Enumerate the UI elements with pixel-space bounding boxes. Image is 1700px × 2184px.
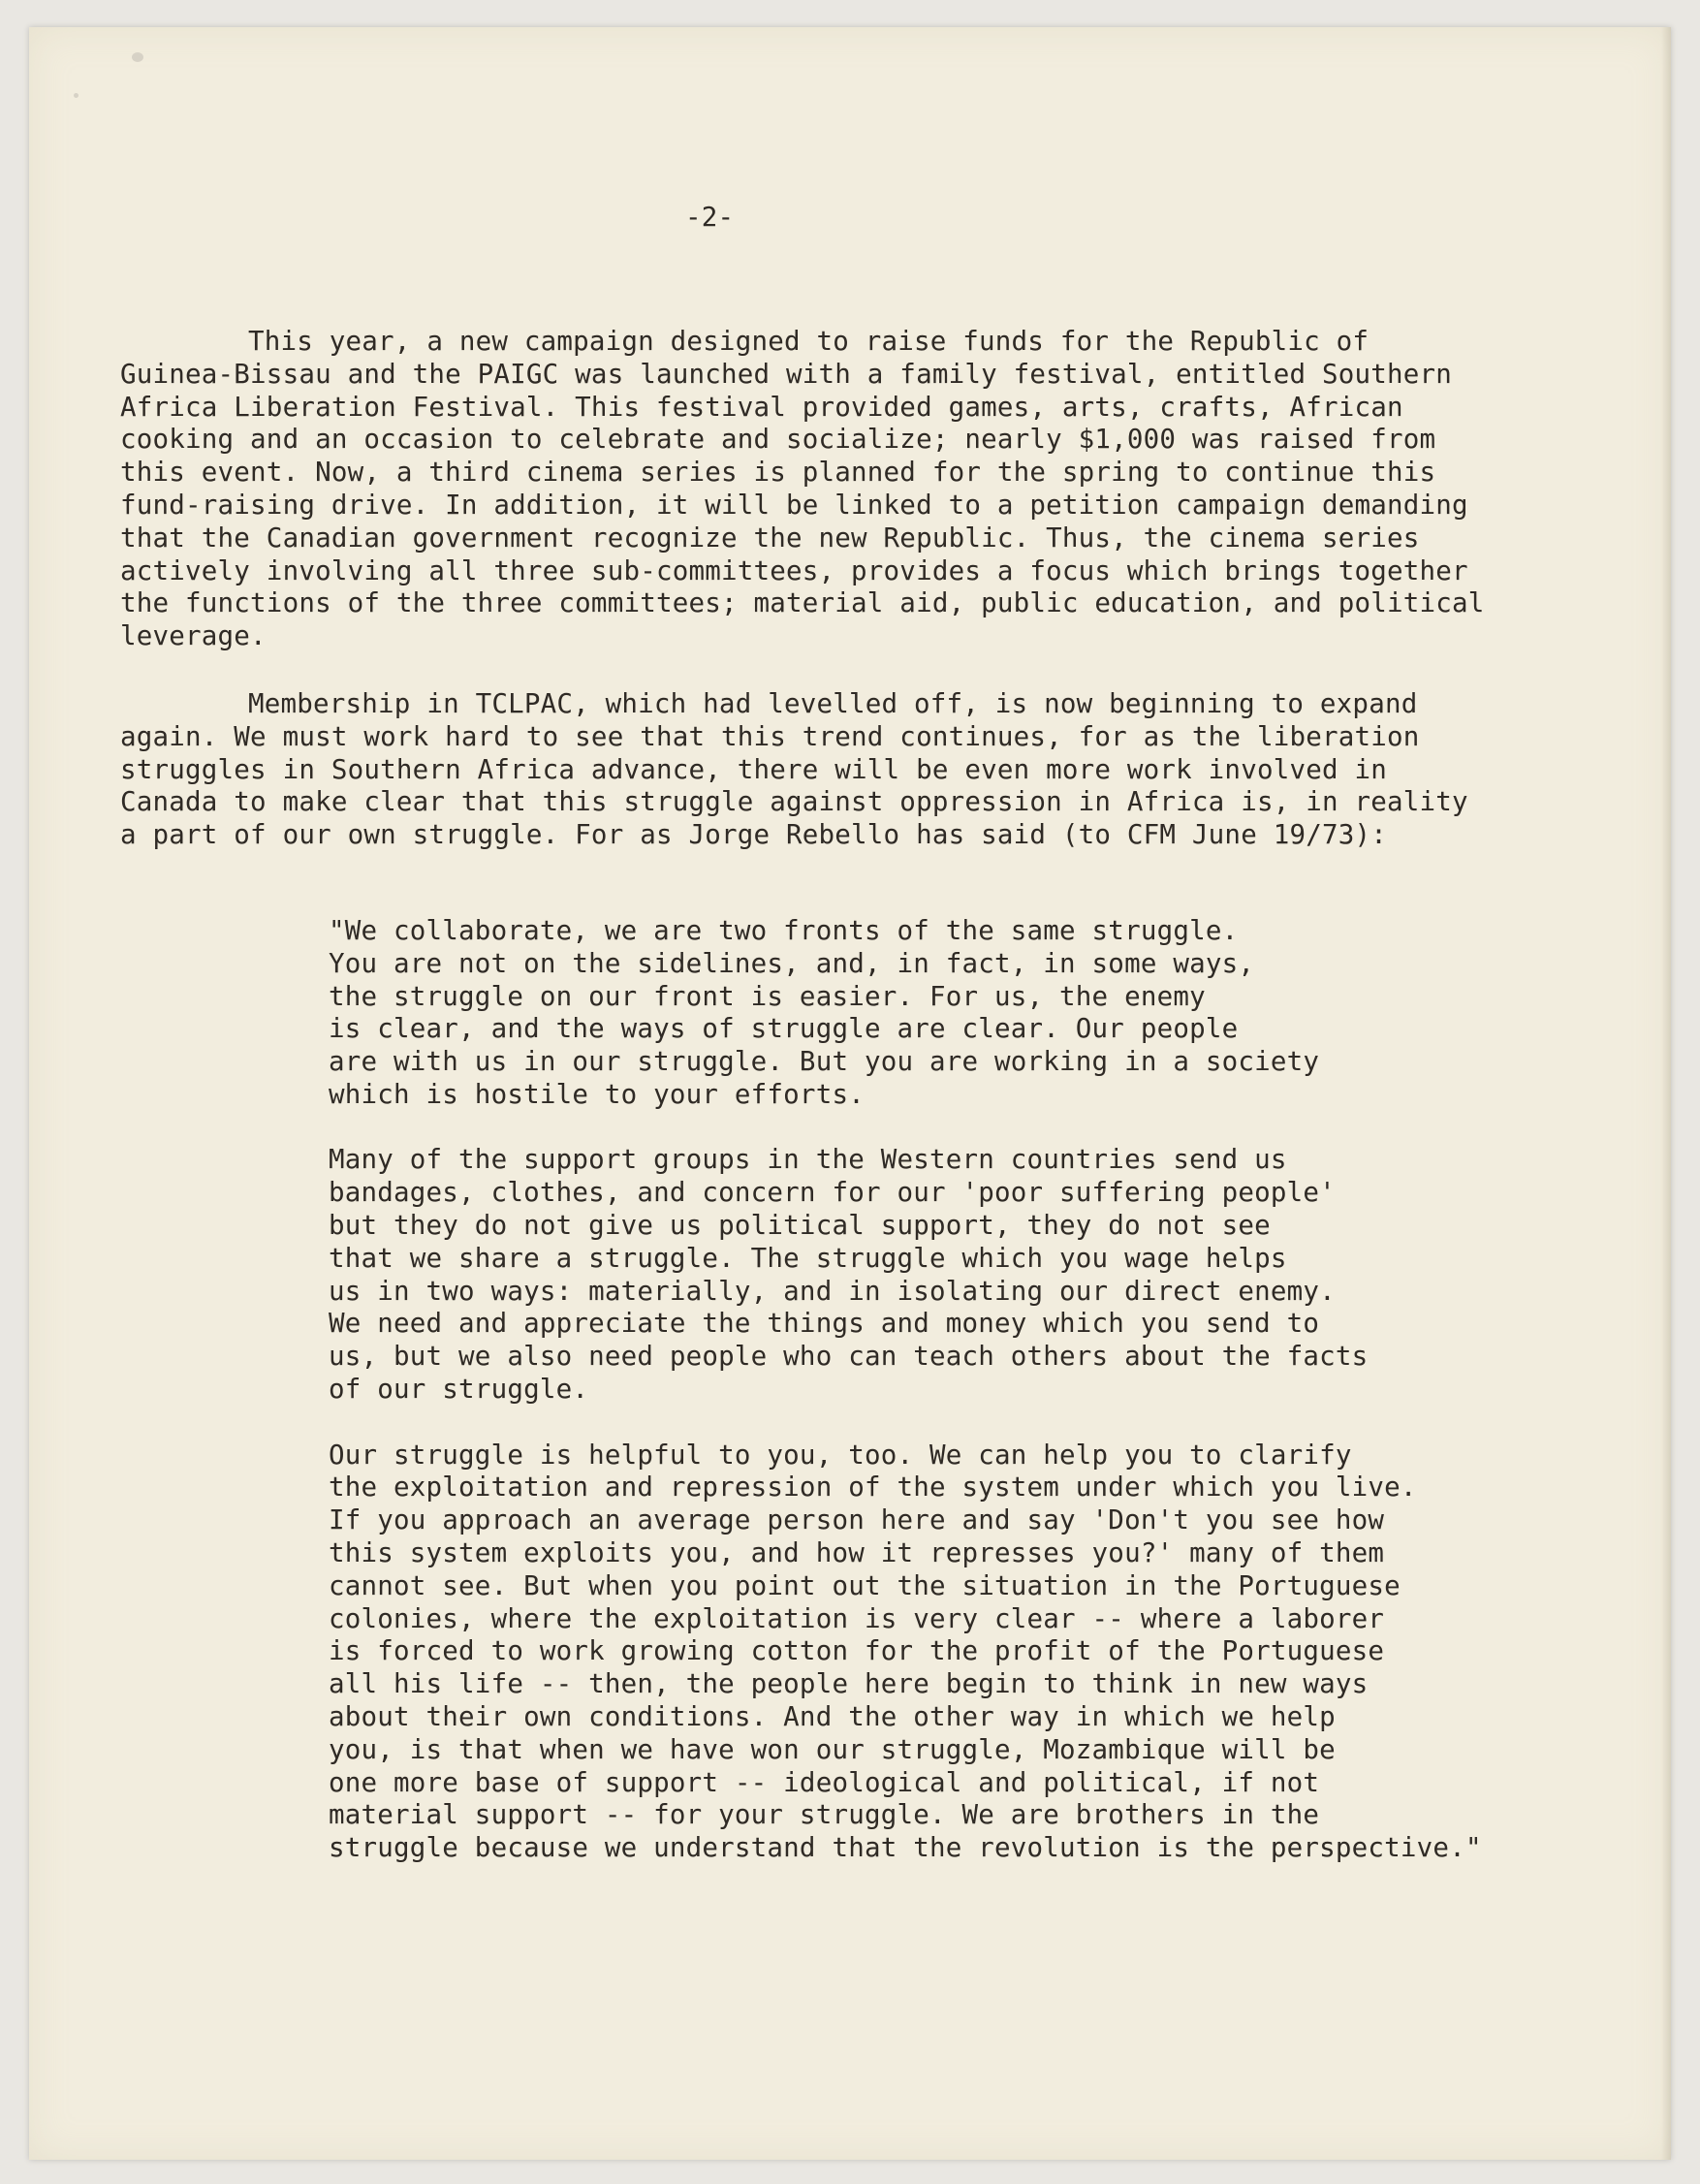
quote-line: bandages, clothes, and concern for our 'poor suffering people' [329, 1177, 1336, 1209]
quote-line: the struggle on our front is easier. For us, the enemy [329, 980, 1206, 1012]
paragraph-line: Canada to make clear that this struggle against oppression in Africa is, in reality [120, 786, 1468, 818]
quote-line: us in two ways: materially, and in isolating our direct enemy. [329, 1275, 1336, 1307]
paragraph-line: actively involving all three sub-committees, provides a focus which brings together [120, 554, 1468, 586]
paragraph-line: leverage. [120, 620, 267, 652]
paragraph-line: again. We must work hard to see that this trend continues, for as the liberation [120, 720, 1420, 752]
quote-line: is forced to work growing cotton for the profit of the Portuguese [329, 1635, 1385, 1667]
block-quote [329, 915, 1482, 1898]
quote-paragraph [329, 915, 1482, 1112]
paragraph-line: this event. Now, a third cinema series is planned for the spring to continue this [120, 457, 1436, 489]
paragraph-line: Membership in TCLPAC, which had levelled off, is now beginning to expand [248, 688, 1418, 719]
quote-line: all his life -- then, the people here begin to think in new ways [329, 1668, 1369, 1700]
quote-line: this system exploits you, and how it represses you?' many of them [329, 1536, 1385, 1568]
page-number: -2- [685, 202, 735, 233]
quote-line: "We collaborate, we are two fronts of the same struggle. [329, 915, 1239, 946]
paragraph-campaign [120, 326, 1485, 653]
quote-line: We need and appreciate the things and money which you send to [329, 1308, 1320, 1340]
paragraph-line: Africa Liberation Festival. This festival provided games, arts, crafts, African [120, 391, 1403, 423]
paragraph-line: fund-raising drive. In addition, it will be linked to a petition campaign demanding [120, 489, 1468, 521]
quote-line: that we share a struggle. The struggle which you wage helps [329, 1242, 1287, 1274]
quote-line: of our struggle. [329, 1374, 589, 1406]
paragraph-line: cooking and an occasion to celebrate and socialize; nearly $1,000 was raised from [120, 424, 1436, 456]
quote-line: is clear, and the ways of struggle are clear. Our people [329, 1013, 1239, 1045]
scan-speck [132, 52, 143, 62]
paragraph-membership [120, 688, 1468, 852]
quote-line: us, but we also need people who can teach others about the facts [329, 1341, 1369, 1373]
quote-line: colonies, where the exploitation is very clear -- where a laborer [329, 1602, 1385, 1634]
quote-line: You are not on the sidelines, and, in fact, in some ways, [329, 947, 1255, 979]
quote-line: about their own conditions. And the other way in which we help [329, 1700, 1336, 1732]
paragraph-line: that the Canadian government recognize the new Republic. Thus, the cinema series [120, 522, 1420, 554]
paragraph-line: This year, a new campaign designed to raise funds for the Republic of [248, 326, 1369, 357]
quote-line: the exploitation and repression of the system under which you live. [329, 1472, 1417, 1503]
quote-paragraph [329, 1440, 1482, 1865]
quote-line: cannot see. But when you point out the situation in the Portuguese [329, 1569, 1401, 1601]
quote-line: you, is that when we have won our struggle, Mozambique will be [329, 1733, 1336, 1765]
quote-line: If you approach an average person here and say 'Don't you see how [329, 1504, 1385, 1536]
page-edge-shadow [1661, 27, 1671, 2160]
scan-speck [74, 93, 79, 98]
quote-line: which is hostile to your efforts. [329, 1078, 865, 1110]
quote-line: but they do not give us political support, they do not see [329, 1210, 1271, 1242]
paragraph-line: struggles in Southern Africa advance, there will be even more work involved in [120, 753, 1387, 785]
quote-line: material support -- for your struggle. We are brothers in the [329, 1799, 1320, 1831]
paragraph-line: Guinea-Bissau and the PAIGC was launched with a family festival, entitled Southern [120, 358, 1453, 390]
quote-line: Many of the support groups in the Western countries send us [329, 1144, 1287, 1176]
quote-line: struggle because we understand that the revolution is the perspective." [329, 1832, 1482, 1864]
paragraph-line: the functions of the three committees; material aid, public education, and political [120, 587, 1485, 619]
quote-line: are with us in our struggle. But you are working in a society [329, 1046, 1320, 1078]
quote-line: one more base of support -- ideological and political, if not [329, 1766, 1320, 1798]
quote-paragraph [329, 1144, 1482, 1406]
quote-line: Our struggle is helpful to you, too. We can help you to clarify [329, 1439, 1352, 1471]
paragraph-line: a part of our own struggle. For as Jorge Rebello has said (to CFM June 19/73): [120, 819, 1387, 851]
